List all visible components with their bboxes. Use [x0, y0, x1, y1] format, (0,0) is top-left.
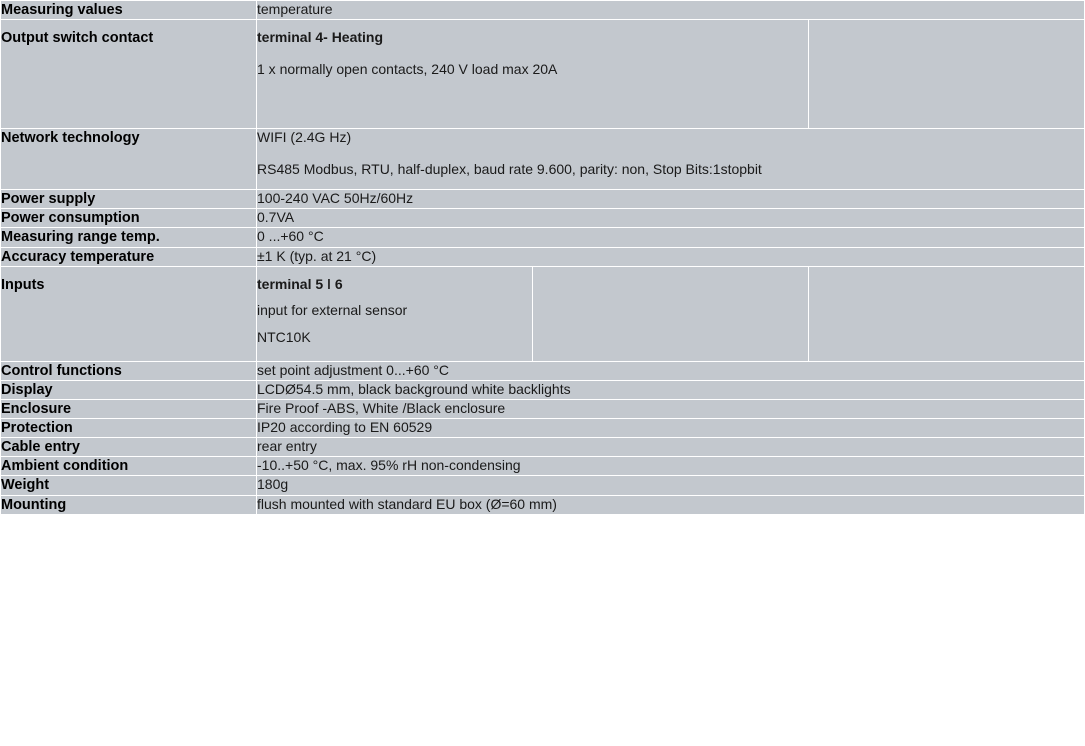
value-line-bold: terminal 4- Heating [257, 29, 384, 46]
row-value [257, 419, 1085, 438]
value-line: temperature [257, 1, 333, 17]
value-line: WIFI (2.4G Hz) [257, 129, 352, 146]
row-label: Output switch contact [1, 20, 257, 129]
row-value [257, 1, 1085, 20]
row-label: Accuracy temperature [1, 247, 257, 266]
value-line-bold: terminal 5 ǀ 6 [257, 275, 343, 292]
value-line: 1 x normally open contacts, 240 V load max 20A [257, 60, 558, 77]
row-label: Inputs [1, 266, 257, 361]
value-line: input for external sensor [257, 302, 408, 319]
row-label: Protection [1, 419, 257, 438]
row-value [257, 228, 1085, 247]
row-empty-cell [533, 266, 809, 361]
row-label: Network technology [1, 129, 257, 190]
value-line: 0.7VA [257, 209, 295, 226]
row-label: Measuring range temp. [1, 228, 257, 247]
table-row [1, 476, 1085, 495]
row-value [257, 190, 1085, 209]
row-value [257, 438, 1085, 457]
row-label: Cable entry [1, 438, 257, 457]
row-value [257, 129, 1085, 190]
table-row [1, 266, 1085, 361]
table-row [1, 399, 1085, 418]
table-row [1, 190, 1085, 209]
table-row [1, 380, 1085, 399]
table-row [1, 209, 1085, 228]
table-row [1, 495, 1085, 514]
row-label: Measuring values [1, 1, 257, 20]
value-line: flush mounted with standard EU box (Ø=60 mm) [257, 495, 557, 512]
row-label: Mounting [1, 495, 257, 514]
value-line: 180g [257, 476, 289, 493]
row-label: Control functions [1, 361, 257, 380]
row-label: Power consumption [1, 209, 257, 228]
row-empty-cell [809, 20, 1085, 129]
table-row [1, 438, 1085, 457]
row-value [257, 20, 809, 129]
row-value [257, 361, 1085, 380]
value-line: -10..+50 °C, max. 95% rH non-condensing [257, 457, 521, 474]
row-label: Ambient condition [1, 457, 257, 476]
value-line: NTC10K [257, 328, 311, 345]
table-row [1, 129, 1085, 190]
value-line: LCDØ54.5 mm, black background white backlights [257, 380, 571, 397]
row-value [257, 476, 1085, 495]
value-line: 100-240 VAC 50Hz/60Hz [257, 190, 414, 207]
row-value [257, 266, 533, 361]
row-label: Enclosure [1, 399, 257, 418]
row-value [257, 399, 1085, 418]
row-empty-cell [809, 266, 1085, 361]
value-line: IP20 according to EN 60529 [257, 419, 433, 435]
row-value [257, 247, 1085, 266]
table-row [1, 361, 1085, 380]
table-row [1, 247, 1085, 266]
value-line: ±1 K (typ. at 21 °C) [257, 247, 377, 264]
row-value [257, 209, 1085, 228]
value-line: RS485 Modbus, RTU, half-duplex, baud rate 9.600, parity: non, Stop Bits:1stopbit [257, 160, 762, 177]
row-value [257, 380, 1085, 399]
row-value [257, 495, 1085, 514]
table-row [1, 20, 1085, 129]
table-row [1, 1, 1085, 20]
row-label: Power supply [1, 190, 257, 209]
value-line: Fire Proof -ABS, White /Black enclosure [257, 399, 506, 416]
table-row [1, 419, 1085, 438]
value-line: rear entry [257, 438, 317, 455]
value-line: set point adjustment 0...+60 °C [257, 361, 449, 378]
row-label: Display [1, 380, 257, 399]
row-label: Weight [1, 476, 257, 495]
value-line: 0 ...+60 °C [257, 228, 324, 245]
table-row [1, 457, 1085, 476]
row-value [257, 457, 1085, 476]
table-row [1, 228, 1085, 247]
